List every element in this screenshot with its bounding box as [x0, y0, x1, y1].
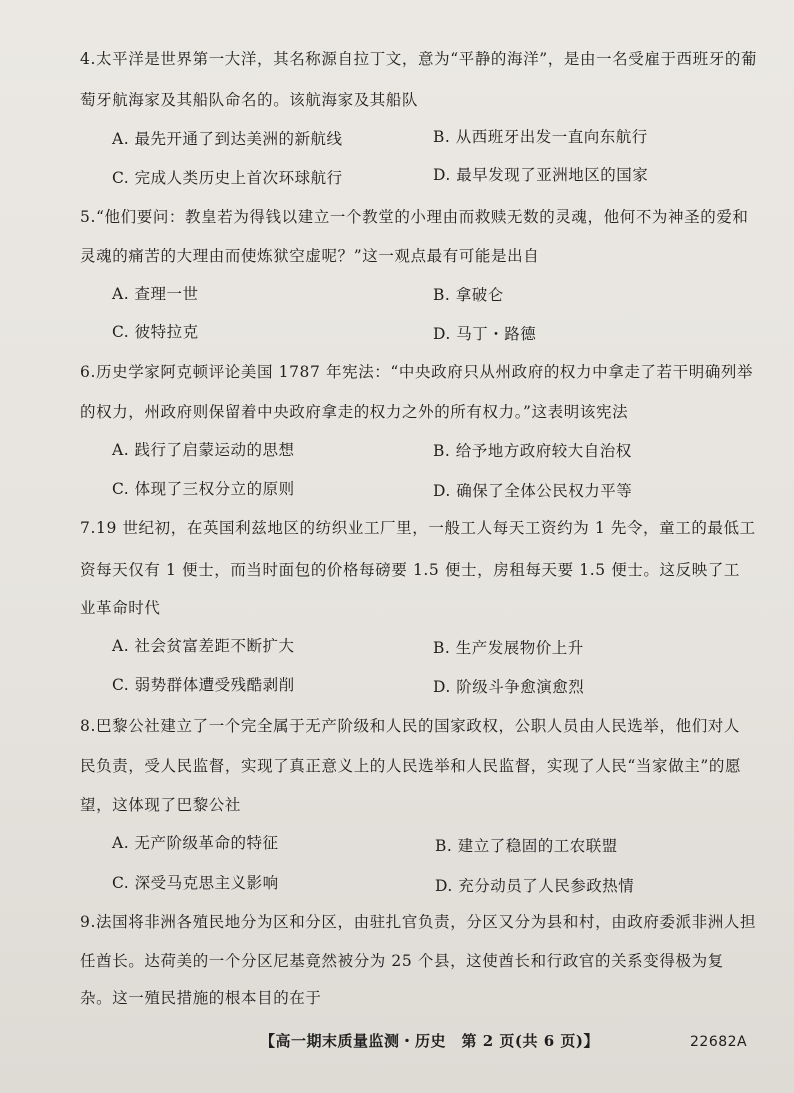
question-9-line-1: 9.法国将非洲各殖民地分为区和分区，由驻扎官负责，分区又分为县和村，由政府委派非洲人担 [80, 913, 757, 931]
question-5-option-a: A. 查理一世 [112, 285, 199, 303]
question-8-line-1: 8.巴黎公社建立了一个完全属于无产阶级和人民的国家政权，公职人员由人民选举，他们对人 [80, 717, 740, 735]
page-footer [0, 1028, 794, 1058]
question-6-option-c: C. 体现了三权分立的原则 [112, 480, 295, 498]
question-7-option-a: A. 社会贫富差距不断扩大 [112, 637, 295, 655]
question-6-option-d: D. 确保了全体公民权力平等 [433, 482, 633, 500]
question-5-line-2: 灵魂的痛苦的大理由而使炼狱空虚呢？”这一观点最有可能是出自 [80, 247, 540, 265]
question-4-line-2: 萄牙航海家及其船队命名的。该航海家及其船队 [80, 91, 419, 109]
question-7-option-c: C. 弱势群体遭受残酷剥削 [112, 676, 295, 694]
question-4-option-a: A. 最先开通了到达美洲的新航线 [112, 130, 343, 148]
question-9-line-3: 杂。这一殖民措施的根本目的在于 [80, 989, 322, 1007]
question-7-line-1: 7.19 世纪初，在英国利兹地区的纺织业工厂里，一般工人每天工资约为 1 先令，童工的最低工 [80, 519, 756, 537]
question-8-option-d: D. 充分动员了人民参政热情 [435, 877, 635, 895]
question-7-option-d: D. 阶级斗争愈演愈烈 [433, 678, 585, 696]
question-7-option-b: B. 生产发展物价上升 [433, 639, 584, 657]
question-7-line-2: 资每天仅有 1 便士，而当时面包的价格每磅要 1.5 便士，房租每天要 1.5 便士。这反映了工 [80, 561, 741, 579]
footer-title: 【高一期末质量监测・历史 第 2 页(共 6 页)】 [260, 1032, 599, 1050]
question-6-option-a: A. 践行了启蒙运动的思想 [112, 441, 295, 459]
question-6-option-b: B. 给予地方政府较大自治权 [433, 442, 632, 460]
question-8-line-3: 望，这体现了巴黎公社 [80, 796, 242, 814]
question-4-option-d: D. 最早发现了亚洲地区的国家 [433, 166, 649, 184]
question-4-option-c: C. 完成人类历史上首次环球航行 [112, 169, 343, 187]
question-5-option-d: D. 马丁・路德 [433, 325, 537, 343]
question-9-line-2: 任酋长。达荷美的一个分区尼基竟然被分为 25 个县，这使酋长和行政官的关系变得极为复 [80, 952, 724, 970]
question-4-line-1: 4.太平洋是世界第一大洋，其名称源自拉丁文，意为“平静的海洋”，是由一名受雇于西班牙的葡 [80, 50, 758, 68]
question-8-line-2: 民负责，受人民监督，实现了真正意义上的人民选举和人民监督，实现了人民“当家做主”的愿 [80, 757, 742, 775]
question-8-option-b: B. 建立了稳固的工农联盟 [435, 837, 618, 855]
question-6-line-2: 的权力，州政府则保留着中央政府拿走的权力之外的所有权力。”这表明该宪法 [80, 403, 629, 421]
question-5-option-b: B. 拿破仑 [433, 286, 504, 304]
question-4-option-b: B. 从西班牙出发一直向东航行 [433, 128, 648, 146]
question-7-line-3: 业革命时代 [80, 599, 161, 617]
question-5-line-1: 5.“他们要问：教皇若为得钱以建立一个教堂的小理由而救赎无数的灵魂，他何不为神圣的爱和 [80, 208, 749, 226]
question-8-option-c: C. 深受马克思主义影响 [112, 874, 279, 892]
question-8-option-a: A. 无产阶级革命的特征 [112, 834, 279, 852]
question-5-option-c: C. 彼特拉克 [112, 323, 199, 341]
footer-exam-code: 22682A [690, 1034, 748, 1050]
question-6-line-1: 6.历史学家阿克顿评论美国 1787 年宪法：“中央政府只从州政府的权力中拿走了若干明确列举 [80, 363, 754, 381]
